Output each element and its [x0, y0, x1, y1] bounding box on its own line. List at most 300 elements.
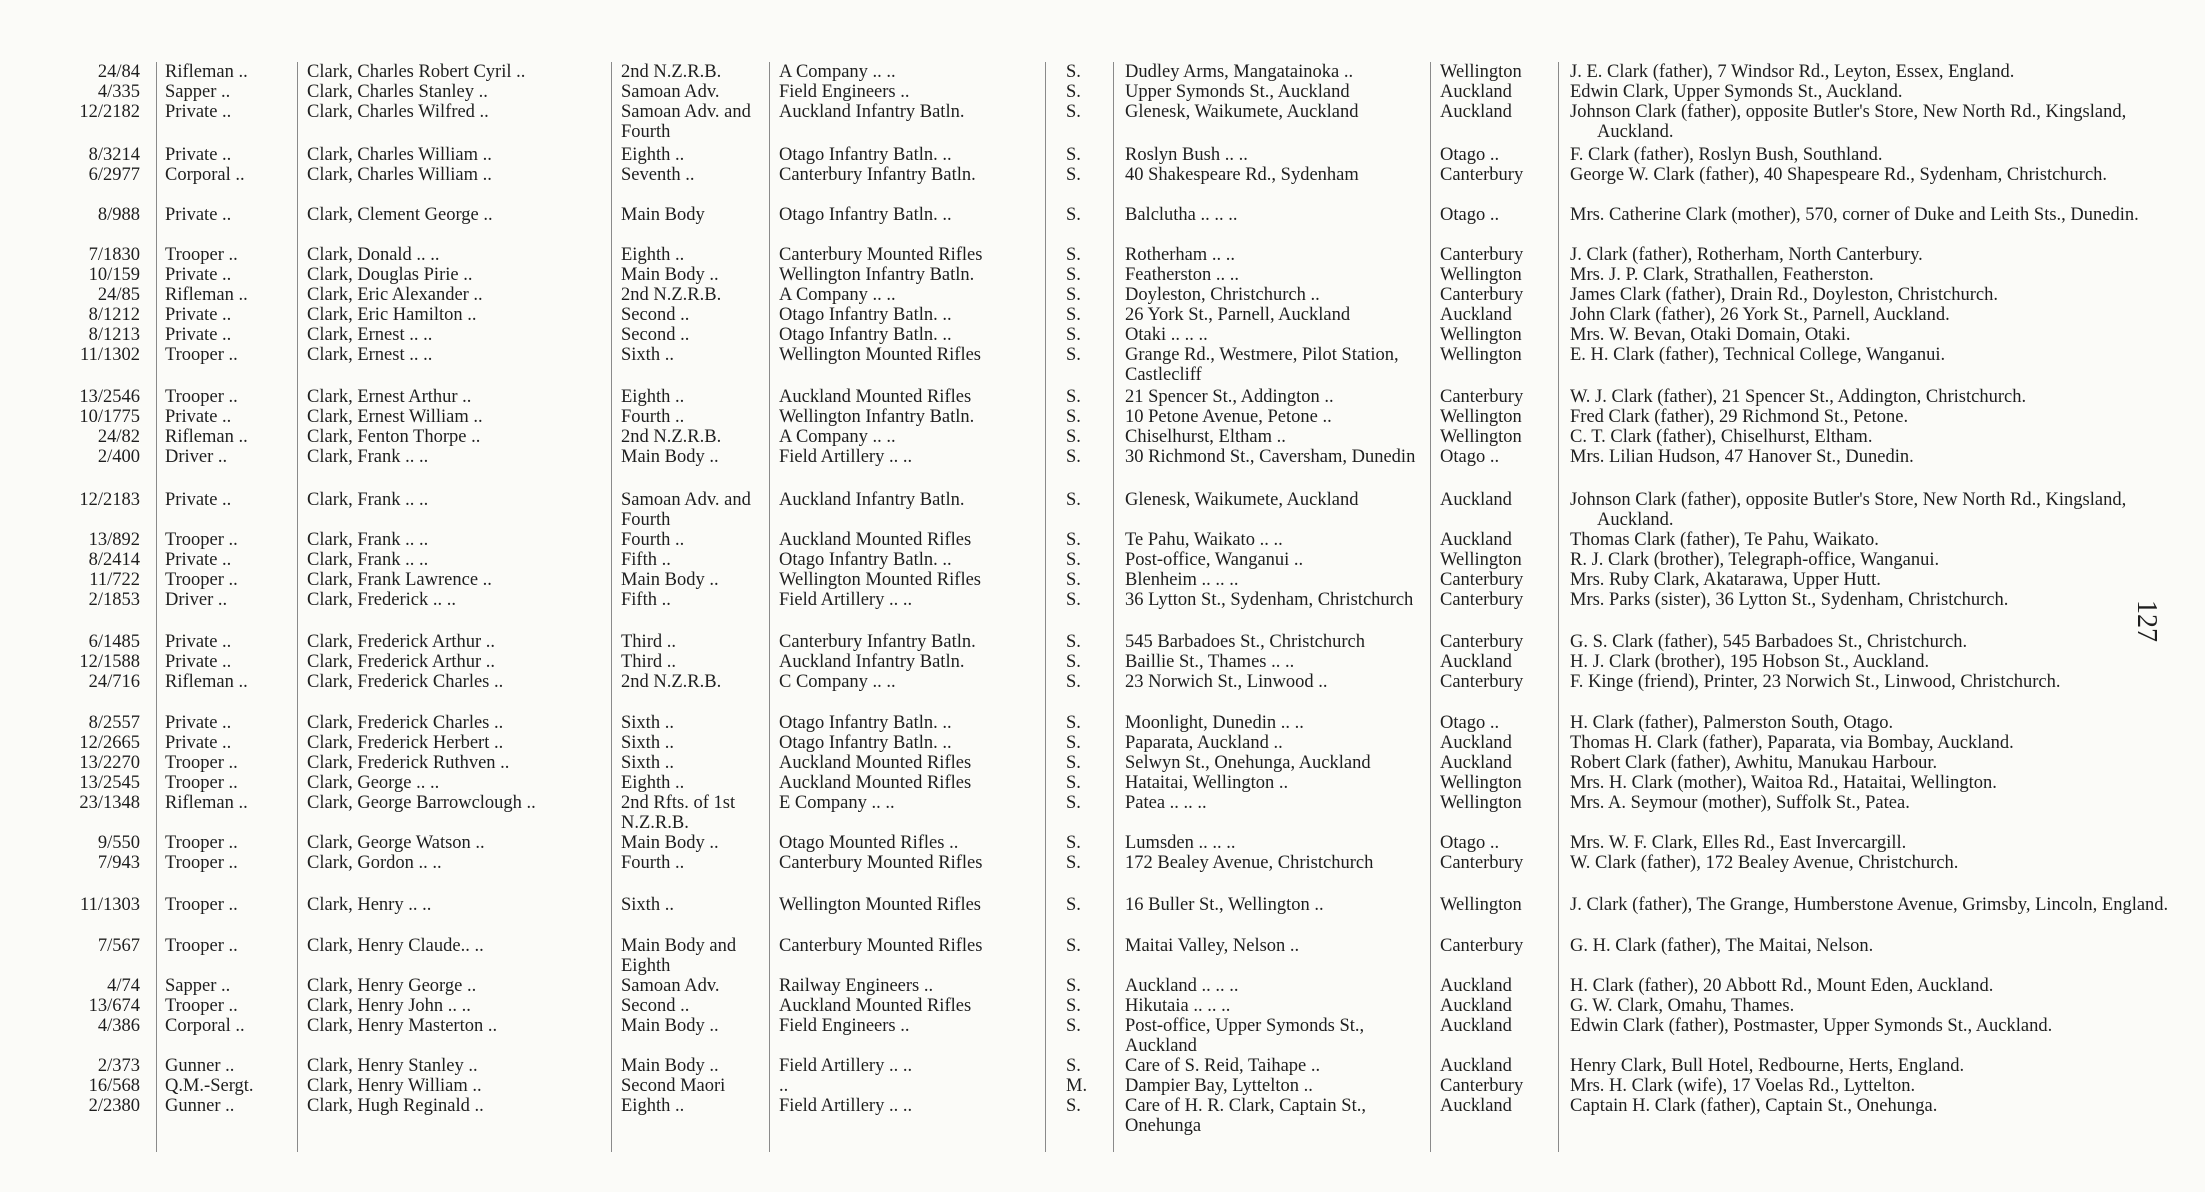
cell-name: Clark, George .. .. — [307, 773, 440, 793]
cell-district: Otago .. — [1440, 713, 1500, 733]
table-row — [0, 82, 2205, 102]
table-row — [0, 672, 2205, 692]
cell-status: S. — [1066, 165, 1081, 185]
cell-unit: Otago Infantry Batln. .. — [779, 713, 952, 733]
cell-address: Glenesk, Waikumete, Auckland — [1125, 490, 1359, 510]
cell-rank: Trooper .. — [165, 833, 238, 853]
cell-status: S. — [1066, 205, 1081, 225]
cell-unit: Auckland Mounted Rifles — [779, 996, 972, 1016]
cell-district: Auckland — [1440, 1016, 1512, 1036]
cell-relative: Mrs. H. Clark (mother), Waitoa Rd., Hataitai, Wellington. — [1570, 773, 1997, 793]
cell-unit: Wellington Mounted Rifles — [779, 570, 981, 590]
cell-rank: Rifleman .. — [165, 62, 248, 82]
cell-status: S. — [1066, 345, 1081, 365]
cell-draft: Main Body .. — [621, 570, 719, 590]
table-row — [0, 773, 2205, 793]
cell-draft: Second .. — [621, 325, 690, 345]
cell-status: S. — [1066, 62, 1081, 82]
cell-relative: Henry Clark, Bull Hotel, Redbourne, Herts, England. — [1570, 1056, 1965, 1076]
cell-name: Clark, Frederick Arthur .. — [307, 652, 496, 672]
table-row — [0, 1016, 2205, 1056]
cell-address: 36 Lytton St., Sydenham, Christchurch — [1125, 590, 1414, 610]
cell-draft: Fourth .. — [621, 407, 685, 427]
cell-status: S. — [1066, 570, 1081, 590]
table-row — [0, 305, 2205, 325]
cell-unit: Auckland Infantry Batln. — [779, 102, 965, 122]
cell-name: Clark, Donald .. .. — [307, 245, 440, 265]
cell-address: Lumsden .. .. .. — [1125, 833, 1236, 853]
cell-number: 13/2545 — [79, 773, 140, 793]
cell-address: Dampier Bay, Lyttelton .. — [1125, 1076, 1313, 1096]
cell-district: Auckland — [1440, 102, 1512, 122]
cell-name: Clark, Henry Stanley .. — [307, 1056, 478, 1076]
cell-name: Clark, Frederick Charles .. — [307, 672, 504, 692]
cell-unit: Otago Infantry Batln. .. — [779, 205, 952, 225]
cell-status: S. — [1066, 447, 1081, 467]
cell-unit: Auckland Infantry Batln. — [779, 490, 965, 510]
cell-relative: Mrs. Parks (sister), 36 Lytton St., Sydenham, Christchurch. — [1570, 590, 2009, 610]
cell-address: Doyleston, Christchurch .. — [1125, 285, 1320, 305]
cell-status: S. — [1066, 285, 1081, 305]
cell-address: Auckland .. .. .. — [1125, 976, 1239, 996]
cell-name: Clark, Frederick Ruthven .. — [307, 753, 510, 773]
cell-number: 7/1830 — [88, 245, 140, 265]
table-row — [0, 550, 2205, 570]
cell-unit: C Company .. .. — [779, 672, 896, 692]
cell-status: M. — [1066, 1076, 1088, 1096]
cell-address: Featherston .. .. — [1125, 265, 1240, 285]
cell-relative: E. H. Clark (father), Technical College, Wanganui. — [1570, 345, 1946, 365]
cell-relative: G. W. Clark, Omahu, Thames. — [1570, 996, 1795, 1016]
cell-rank: Trooper .. — [165, 773, 238, 793]
cell-name: Clark, Charles Wilfred .. — [307, 102, 489, 122]
table-row — [0, 570, 2205, 590]
cell-name: Clark, Eric Hamilton .. — [307, 305, 477, 325]
cell-rank: Trooper .. — [165, 345, 238, 365]
cell-district: Auckland — [1440, 733, 1512, 753]
cell-number: 16/568 — [88, 1076, 140, 1096]
cell-draft: Main Body .. — [621, 447, 719, 467]
cell-relative: W. Clark (father), 172 Bealey Avenue, Christchurch. — [1570, 853, 1959, 873]
cell-district: Canterbury — [1440, 853, 1524, 873]
cell-number: 23/1348 — [79, 793, 140, 813]
cell-unit: A Company .. .. — [779, 285, 896, 305]
cell-status: S. — [1066, 936, 1081, 956]
cell-name: Clark, Henry John .. .. — [307, 996, 471, 1016]
cell-unit: Field Artillery .. .. — [779, 590, 913, 610]
cell-district: Canterbury — [1440, 570, 1524, 590]
cell-draft: Samoan Adv. — [621, 82, 720, 102]
cell-district: Otago .. — [1440, 833, 1500, 853]
table-row — [0, 447, 2205, 467]
cell-name: Clark, Ernest .. .. — [307, 325, 433, 345]
cell-draft: Sixth .. — [621, 345, 674, 365]
cell-unit: Otago Infantry Batln. .. — [779, 305, 952, 325]
table-row — [0, 853, 2205, 873]
cell-number: 9/550 — [97, 833, 140, 853]
cell-number: 10/159 — [88, 265, 140, 285]
cell-draft: Eighth .. — [621, 145, 685, 165]
cell-district: Wellington — [1440, 265, 1522, 285]
table-row — [0, 265, 2205, 285]
cell-address: Selwyn St., Onehunga, Auckland — [1125, 753, 1371, 773]
cell-draft: Fourth .. — [621, 530, 685, 550]
cell-status: S. — [1066, 733, 1081, 753]
cell-rank: Trooper .. — [165, 996, 238, 1016]
cell-rank: Rifleman .. — [165, 793, 248, 813]
cell-rank: Sapper .. — [165, 976, 231, 996]
cell-number: 11/1303 — [80, 895, 140, 915]
cell-unit: .. — [779, 1076, 789, 1096]
cell-name: Clark, Frederick .. .. — [307, 590, 456, 610]
cell-name: Clark, Henry William .. — [307, 1076, 482, 1096]
table-row — [0, 793, 2205, 833]
table-row — [0, 427, 2205, 447]
cell-name: Clark, Frank .. .. — [307, 550, 429, 570]
cell-unit: Otago Infantry Batln. .. — [779, 145, 952, 165]
cell-status: S. — [1066, 590, 1081, 610]
cell-number: 10/1775 — [79, 407, 140, 427]
cell-rank: Driver .. — [165, 447, 228, 467]
cell-rank: Rifleman .. — [165, 285, 248, 305]
cell-number: 8/3214 — [88, 145, 140, 165]
cell-status: S. — [1066, 490, 1081, 510]
cell-draft: Samoan Adv. and Fourth — [621, 102, 751, 142]
cell-name: Clark, Clement George .. — [307, 205, 493, 225]
cell-address: Chiselhurst, Eltham .. — [1125, 427, 1286, 447]
cell-unit: Auckland Mounted Rifles — [779, 530, 972, 550]
cell-relative: Robert Clark (father), Awhitu, Manukau Harbour. — [1570, 753, 1938, 773]
cell-unit: Canterbury Mounted Rifles — [779, 853, 983, 873]
cell-relative: John Clark (father), 26 York St., Parnell, Auckland. — [1570, 305, 1950, 325]
cell-draft: Main Body .. — [621, 265, 719, 285]
cell-address: Care of S. Reid, Taihape .. — [1125, 1056, 1321, 1076]
cell-unit: Field Artillery .. .. — [779, 1056, 913, 1076]
cell-status: S. — [1066, 996, 1081, 1016]
table-row — [0, 285, 2205, 305]
cell-relative: G. S. Clark (father), 545 Barbadoes St., Christchurch. — [1570, 632, 1968, 652]
cell-relative: J. E. Clark (father), 7 Windsor Rd., Leyton, Essex, England. — [1570, 62, 2015, 82]
cell-rank: Trooper .. — [165, 387, 238, 407]
table-row — [0, 345, 2205, 385]
cell-district: Otago .. — [1440, 205, 1500, 225]
cell-relative: C. T. Clark (father), Chiselhurst, Eltham. — [1570, 427, 1873, 447]
cell-rank: Driver .. — [165, 590, 228, 610]
cell-unit: Otago Infantry Batln. .. — [779, 733, 952, 753]
cell-number: 12/2183 — [79, 490, 140, 510]
cell-rank: Private .. — [165, 652, 232, 672]
cell-district: Wellington — [1440, 345, 1522, 365]
cell-draft: Main Body .. — [621, 833, 719, 853]
cell-draft: Seventh .. — [621, 165, 695, 185]
cell-draft: Fourth .. — [621, 853, 685, 873]
cell-number: 24/85 — [97, 285, 140, 305]
cell-number: 8/2557 — [88, 713, 140, 733]
cell-relative: Thomas H. Clark (father), Paparata, via Bombay, Auckland. — [1570, 733, 2014, 753]
cell-district: Canterbury — [1440, 672, 1524, 692]
cell-status: S. — [1066, 773, 1081, 793]
table-row — [0, 996, 2205, 1016]
cell-rank: Private .. — [165, 145, 232, 165]
cell-draft: Sixth .. — [621, 895, 674, 915]
cell-relative: Captain H. Clark (father), Captain St., Onehunga. — [1570, 1096, 1938, 1116]
table-row — [0, 102, 2205, 142]
cell-address: 172 Bealey Avenue, Christchurch — [1125, 853, 1374, 873]
cell-address: Maitai Valley, Nelson .. — [1125, 936, 1300, 956]
cell-address: Care of H. R. Clark, Captain St., Onehunga — [1125, 1096, 1366, 1136]
cell-number: 2/373 — [97, 1056, 140, 1076]
cell-status: S. — [1066, 793, 1081, 813]
cell-status: S. — [1066, 1016, 1081, 1036]
cell-name: Clark, Eric Alexander .. — [307, 285, 483, 305]
cell-address: Baillie St., Thames .. .. — [1125, 652, 1295, 672]
table-row — [0, 387, 2205, 407]
table-row — [0, 205, 2205, 225]
cell-number: 6/1485 — [88, 632, 140, 652]
cell-relative: Edwin Clark, Upper Symonds St., Auckland. — [1570, 82, 1903, 102]
cell-number: 24/82 — [97, 427, 140, 447]
cell-draft: Second .. — [621, 996, 690, 1016]
cell-relative: R. J. Clark (brother), Telegraph-office, Wanganui. — [1570, 550, 1940, 570]
cell-number: 12/1588 — [79, 652, 140, 672]
table-row — [0, 1076, 2205, 1096]
cell-district: Otago .. — [1440, 145, 1500, 165]
cell-draft: Fifth .. — [621, 550, 671, 570]
cell-district: Canterbury — [1440, 1076, 1524, 1096]
cell-number: 6/2977 — [88, 165, 140, 185]
cell-rank: Rifleman .. — [165, 672, 248, 692]
cell-draft: Second Maori — [621, 1076, 726, 1096]
cell-number: 13/674 — [88, 996, 140, 1016]
cell-unit: Canterbury Infantry Batln. — [779, 632, 976, 652]
cell-district: Canterbury — [1440, 632, 1524, 652]
table-row — [0, 1056, 2205, 1076]
table-row — [0, 895, 2205, 915]
cell-name: Clark, Frederick Herbert .. — [307, 733, 504, 753]
cell-draft: 2nd N.Z.R.B. — [621, 672, 722, 692]
cell-address: Hataitai, Wellington .. — [1125, 773, 1289, 793]
cell-address: 545 Barbadoes St., Christchurch — [1125, 632, 1365, 652]
cell-number: 7/567 — [97, 936, 140, 956]
cell-district: Canterbury — [1440, 245, 1524, 265]
cell-number: 8/1212 — [88, 305, 140, 325]
cell-district: Canterbury — [1440, 165, 1524, 185]
cell-rank: Trooper .. — [165, 936, 238, 956]
cell-address: 23 Norwich St., Linwood .. — [1125, 672, 1328, 692]
cell-status: S. — [1066, 632, 1081, 652]
cell-number: 12/2665 — [79, 733, 140, 753]
cell-number: 8/2414 — [88, 550, 140, 570]
cell-status: S. — [1066, 713, 1081, 733]
cell-draft: Samoan Adv. and Fourth — [621, 490, 751, 530]
cell-district: Auckland — [1440, 1056, 1512, 1076]
cell-draft: Third .. — [621, 632, 676, 652]
cell-district: Wellington — [1440, 62, 1522, 82]
cell-status: S. — [1066, 672, 1081, 692]
cell-name: Clark, Frank .. .. — [307, 447, 429, 467]
cell-address: Balclutha .. .. .. — [1125, 205, 1238, 225]
cell-name: Clark, Frank Lawrence .. — [307, 570, 492, 590]
cell-name: Clark, Ernest William .. — [307, 407, 483, 427]
table-row — [0, 976, 2205, 996]
cell-draft: Eighth .. — [621, 1096, 685, 1116]
cell-name: Clark, Frank .. .. — [307, 530, 429, 550]
cell-rank: Private .. — [165, 490, 232, 510]
cell-address: 40 Shakespeare Rd., Sydenham — [1125, 165, 1359, 185]
cell-name: Clark, Henry George .. — [307, 976, 477, 996]
cell-draft: Main Body — [621, 205, 705, 225]
cell-address: Patea .. .. .. — [1125, 793, 1207, 813]
cell-district: Canterbury — [1440, 285, 1524, 305]
cell-district: Wellington — [1440, 550, 1522, 570]
cell-rank: Rifleman .. — [165, 427, 248, 447]
cell-number: 11/1302 — [80, 345, 140, 365]
cell-unit: Canterbury Mounted Rifles — [779, 936, 983, 956]
table-row — [0, 713, 2205, 733]
cell-district: Canterbury — [1440, 936, 1524, 956]
cell-rank: Gunner .. — [165, 1056, 235, 1076]
cell-status: S. — [1066, 265, 1081, 285]
cell-address: Moonlight, Dunedin .. .. — [1125, 713, 1304, 733]
cell-name: Clark, Gordon .. .. — [307, 853, 442, 873]
table-row — [0, 325, 2205, 345]
cell-name: Clark, Charles Stanley .. — [307, 82, 488, 102]
cell-rank: Private .. — [165, 325, 232, 345]
cell-rank: Private .. — [165, 632, 232, 652]
cell-name: Clark, Henry Masterton .. — [307, 1016, 498, 1036]
cell-district: Auckland — [1440, 976, 1512, 996]
cell-number: 24/84 — [97, 62, 140, 82]
cell-number: 8/1213 — [88, 325, 140, 345]
cell-rank: Trooper .. — [165, 570, 238, 590]
cell-unit: Auckland Mounted Rifles — [779, 753, 972, 773]
cell-number: 2/400 — [97, 447, 140, 467]
cell-relative: James Clark (father), Drain Rd., Doyleston, Christchurch. — [1570, 285, 1998, 305]
cell-name: Clark, Ernest .. .. — [307, 345, 433, 365]
cell-district: Wellington — [1440, 427, 1522, 447]
cell-address: Hikutaia .. .. .. — [1125, 996, 1231, 1016]
table-row — [0, 733, 2205, 753]
table-row — [0, 245, 2205, 265]
cell-status: S. — [1066, 530, 1081, 550]
cell-status: S. — [1066, 1056, 1081, 1076]
cell-status: S. — [1066, 427, 1081, 447]
cell-address: Dudley Arms, Mangatainoka .. — [1125, 62, 1354, 82]
cell-unit: A Company .. .. — [779, 62, 896, 82]
cell-draft: Sixth .. — [621, 713, 674, 733]
cell-district: Otago .. — [1440, 447, 1500, 467]
cell-name: Clark, Charles William .. — [307, 165, 492, 185]
cell-status: S. — [1066, 102, 1081, 122]
cell-rank: Trooper .. — [165, 853, 238, 873]
cell-status: S. — [1066, 1096, 1081, 1116]
cell-relative: F. Kinge (friend), Printer, 23 Norwich St., Linwood, Christchurch. — [1570, 672, 2061, 692]
table-row — [0, 490, 2205, 530]
cell-draft: 2nd N.Z.R.B. — [621, 62, 722, 82]
cell-name: Clark, Douglas Pirie .. — [307, 265, 473, 285]
table-row — [0, 753, 2205, 773]
cell-address: Rotherham .. .. — [1125, 245, 1235, 265]
cell-district: Auckland — [1440, 652, 1512, 672]
table-row — [0, 145, 2205, 165]
table-row — [0, 1096, 2205, 1136]
cell-status: S. — [1066, 145, 1081, 165]
cell-rank: Trooper .. — [165, 895, 238, 915]
page-number: 127 — [2131, 600, 2162, 642]
cell-relative: Mrs. J. P. Clark, Strathallen, Featherston. — [1570, 265, 1874, 285]
cell-name: Clark, Charles William .. — [307, 145, 492, 165]
cell-status: S. — [1066, 325, 1081, 345]
cell-address: 16 Buller St., Wellington .. — [1125, 895, 1324, 915]
cell-number: 4/74 — [107, 976, 140, 996]
cell-draft: Sixth .. — [621, 733, 674, 753]
table-row — [0, 165, 2205, 185]
cell-unit: Wellington Infantry Batln. — [779, 407, 975, 427]
cell-relative: J. Clark (father), Rotherham, North Canterbury. — [1570, 245, 1923, 265]
cell-number: 11/722 — [89, 570, 140, 590]
cell-name: Clark, George Watson .. — [307, 833, 485, 853]
cell-district: Auckland — [1440, 1096, 1512, 1116]
cell-district: Wellington — [1440, 793, 1522, 813]
cell-district: Wellington — [1440, 895, 1522, 915]
cell-rank: Private .. — [165, 550, 232, 570]
table-row — [0, 833, 2205, 853]
cell-district: Canterbury — [1440, 590, 1524, 610]
cell-relative: Mrs. A. Seymour (mother), Suffolk St., Patea. — [1570, 793, 1910, 813]
cell-number: 2/2380 — [88, 1096, 140, 1116]
cell-status: S. — [1066, 753, 1081, 773]
cell-draft: Eighth .. — [621, 245, 685, 265]
cell-address: Roslyn Bush .. .. — [1125, 145, 1248, 165]
cell-relative: George W. Clark (father), 40 Shapespeare Rd., Sydenham, Christchurch. — [1570, 165, 2108, 185]
cell-unit: A Company .. .. — [779, 427, 896, 447]
cell-number: 24/716 — [88, 672, 140, 692]
cell-unit: Wellington Infantry Batln. — [779, 265, 975, 285]
cell-district: Auckland — [1440, 753, 1512, 773]
cell-number: 4/386 — [97, 1016, 140, 1036]
cell-rank: Private .. — [165, 407, 232, 427]
cell-relative: Mrs. W. Bevan, Otaki Domain, Otaki. — [1570, 325, 1851, 345]
cell-rank: Trooper .. — [165, 753, 238, 773]
cell-rank: Private .. — [165, 733, 232, 753]
cell-relative: Johnson Clark (father), opposite Butler's Store, New North Rd., Kingsland, Auckland. — [1570, 102, 2127, 142]
cell-relative: Mrs. H. Clark (wife), 17 Voelas Rd., Lyttelton. — [1570, 1076, 1916, 1096]
cell-status: S. — [1066, 833, 1081, 853]
cell-number: 12/2182 — [79, 102, 140, 122]
cell-relative: F. Clark (father), Roslyn Bush, Southland. — [1570, 145, 1883, 165]
cell-unit: Auckland Infantry Batln. — [779, 652, 965, 672]
cell-draft: Eighth .. — [621, 387, 685, 407]
cell-relative: H. Clark (father), 20 Abbott Rd., Mount Eden, Auckland. — [1570, 976, 1994, 996]
table-row — [0, 407, 2205, 427]
cell-status: S. — [1066, 652, 1081, 672]
cell-relative: H. Clark (father), Palmerston South, Otago. — [1570, 713, 1894, 733]
cell-rank: Private .. — [165, 713, 232, 733]
cell-draft: 2nd N.Z.R.B. — [621, 285, 722, 305]
table-row — [0, 632, 2205, 652]
cell-draft: Main Body and Eighth — [621, 936, 737, 976]
cell-rank: Trooper .. — [165, 530, 238, 550]
cell-district: Wellington — [1440, 325, 1522, 345]
cell-number: 7/943 — [97, 853, 140, 873]
cell-district: Auckland — [1440, 305, 1512, 325]
cell-number: 8/988 — [97, 205, 140, 225]
cell-unit: Canterbury Mounted Rifles — [779, 245, 983, 265]
cell-name: Clark, Hugh Reginald .. — [307, 1096, 484, 1116]
cell-status: S. — [1066, 895, 1081, 915]
cell-address: 30 Richmond St., Caversham, Dunedin — [1125, 447, 1416, 467]
cell-draft: Main Body .. — [621, 1056, 719, 1076]
